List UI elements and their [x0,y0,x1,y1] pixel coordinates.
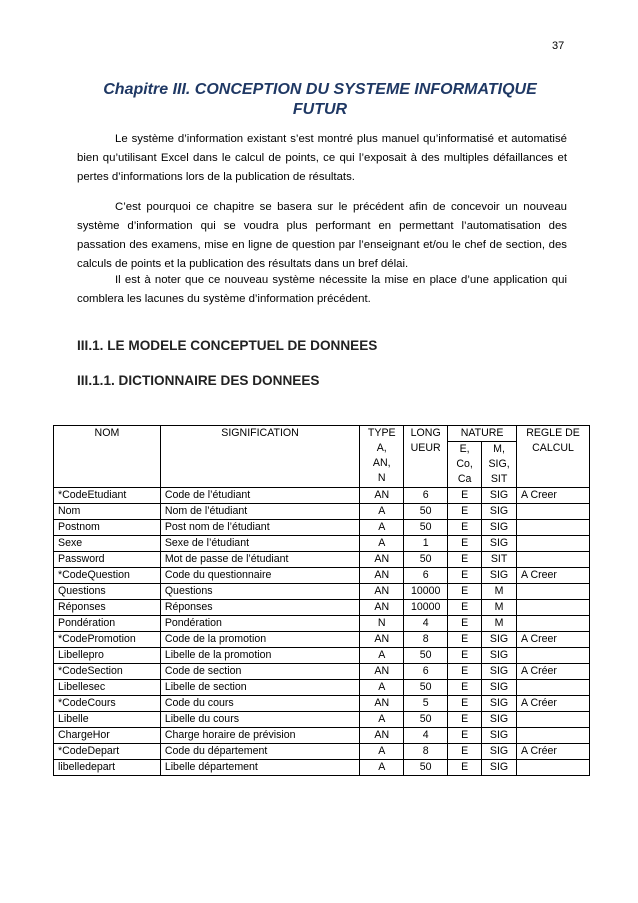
cell-regle [517,728,590,744]
cell-nature-2: SIG [482,568,517,584]
table-row [54,760,590,776]
cell-type: A [360,536,404,552]
cell-nature-1: E [448,760,482,776]
cell-nom: Libellepro [54,648,161,664]
cell-longueur: 50 [404,680,448,696]
table-row [54,584,590,600]
cell-signification: Nom de l’étudiant [160,504,359,520]
cell-nature-1: E [448,536,482,552]
cell-longueur: 50 [404,504,448,520]
cell-regle [517,680,590,696]
cell-signification: Libelle de section [160,680,359,696]
header-nature-code: M, [493,443,505,455]
cell-nom: *CodeCours [54,696,161,712]
cell-nature-2: SIG [482,648,517,664]
header-longueur-part: LONG [410,427,441,439]
cell-longueur: 50 [404,520,448,536]
cell-signification: Pondération [160,616,359,632]
cell-longueur: 6 [404,568,448,584]
cell-longueur: 8 [404,632,448,648]
cell-nom: Questions [54,584,161,600]
cell-signification: Code du questionnaire [160,568,359,584]
intro-paragraph-3 [77,271,567,309]
cell-nom: *CodeDepart [54,744,161,760]
cell-regle: A Creer [517,488,590,504]
cell-type: A [360,520,404,536]
cell-nature-2: SIG [482,504,517,520]
header-nature-code: SIT [490,473,508,485]
cell-nature-1: E [448,520,482,536]
cell-type: AN [360,584,404,600]
cell-nom: Réponses [54,600,161,616]
cell-regle [517,584,590,600]
chapter-title-line2: FUTUR [292,101,348,118]
chapter-title-line1: Chapitre III. CONCEPTION DU SYSTEME INFORMATIQUE [103,81,537,98]
subsection-heading: III.1.1. DICTIONNAIRE DES DONNEES [77,373,320,388]
cell-regle: A Creer [517,632,590,648]
header-type-sub: A, [376,442,387,454]
cell-longueur: 5 [404,696,448,712]
paragraph-text: Le système d’information existant s’est montré plus manuel qu’informatisé et automatisé bien qu’utilisant Excel dans le calcul de points, ce qui l’exposait à des multiples défaillances et pertes d’informations lors de la publication de résultats. [77,133,567,183]
header-nature-sub1 [448,442,482,488]
header-regle-part: REGLE DE [526,427,580,439]
cell-nature-2: SIG [482,712,517,728]
cell-nature-2: SIG [482,536,517,552]
cell-nature-1: E [448,664,482,680]
cell-nom: Pondération [54,616,161,632]
cell-regle [517,520,590,536]
cell-nature-1: E [448,632,482,648]
cell-nature-2: SIG [482,760,517,776]
cell-regle: A Creer [517,568,590,584]
cell-nature-2: SIT [482,552,517,568]
cell-longueur: 50 [404,552,448,568]
cell-regle [517,536,590,552]
cell-type: A [360,648,404,664]
table-row [54,632,590,648]
cell-type: AN [360,488,404,504]
header-type [360,426,404,488]
cell-nom: ChargeHor [54,728,161,744]
cell-nom: *CodePromotion [54,632,161,648]
header-longueur [404,426,448,488]
cell-longueur: 4 [404,616,448,632]
header-nature-code: E, [459,443,470,455]
table-row [54,728,590,744]
cell-type: A [360,744,404,760]
cell-nature-1: E [448,648,482,664]
header-regle-part: CALCUL [532,442,574,454]
paragraph-text: C’est pourquoi ce chapitre se basera sur le précédent afin de concevoir un nouveau système d’information qui se voudra plus performant en permettant l’automatisation des passation des examens, mise en ligne de question par l’enseignant et/ou le chef de section, des calculs de points et la publication des résultats dans un bref délai. [77,201,567,270]
table-row [54,648,590,664]
cell-type: AN [360,664,404,680]
cell-nature-2: SIG [482,664,517,680]
cell-longueur: 6 [404,488,448,504]
cell-nom: Sexe [54,536,161,552]
cell-regle [517,600,590,616]
cell-regle [517,552,590,568]
cell-nature-1: E [448,600,482,616]
cell-nature-2: SIG [482,744,517,760]
cell-nature-1: E [448,552,482,568]
table-row [54,536,590,552]
section-heading: III.1. LE MODELE CONCEPTUEL DE DONNEES [77,338,378,353]
table-row [54,712,590,728]
cell-nom: Libellesec [54,680,161,696]
table-row [54,504,590,520]
cell-nature-1: E [448,568,482,584]
cell-signification: Réponses [160,600,359,616]
header-type-sub: N [377,472,386,484]
cell-signification: Code du cours [160,696,359,712]
table-row [54,616,590,632]
cell-nature-2: SIG [482,488,517,504]
cell-signification: Code de section [160,664,359,680]
header-signification: SIGNIFICATION [160,426,359,488]
cell-longueur: 8 [404,744,448,760]
table-row [54,680,590,696]
cell-nature-2: M [482,600,517,616]
cell-signification: Code de la promotion [160,632,359,648]
intro-paragraph-2 [77,198,567,274]
cell-longueur: 50 [404,648,448,664]
cell-nature-1: E [448,488,482,504]
cell-signification: Charge horaire de prévision [160,728,359,744]
cell-nature-1: E [448,712,482,728]
cell-signification: Mot de passe de l’étudiant [160,552,359,568]
cell-nature-1: E [448,728,482,744]
cell-nature-2: SIG [482,520,517,536]
header-type-label: TYPE [367,427,396,439]
cell-regle [517,648,590,664]
header-nature-code: Co, [456,458,473,470]
cell-type: AN [360,552,404,568]
cell-regle: A Créer [517,696,590,712]
table-row [54,664,590,680]
cell-type: A [360,760,404,776]
cell-longueur: 6 [404,664,448,680]
cell-nature-1: E [448,504,482,520]
table-header-row [54,426,590,442]
cell-signification: Libelle du cours [160,712,359,728]
cell-type: AN [360,728,404,744]
cell-longueur: 50 [404,712,448,728]
cell-signification: Libelle département [160,760,359,776]
table-row [54,696,590,712]
cell-nom: Postnom [54,520,161,536]
cell-nom: Nom [54,504,161,520]
cell-nom: *CodeQuestion [54,568,161,584]
cell-type: AN [360,568,404,584]
header-nature-code: SIG, [488,458,510,470]
cell-nature-1: E [448,744,482,760]
cell-signification: Code de l’étudiant [160,488,359,504]
cell-regle [517,760,590,776]
cell-regle [517,504,590,520]
cell-regle [517,616,590,632]
cell-nature-1: E [448,616,482,632]
data-dictionary-table [53,425,590,776]
cell-type: A [360,504,404,520]
cell-nature-2: SIG [482,632,517,648]
intro-paragraph-1 [77,130,567,187]
cell-nature-2: SIG [482,696,517,712]
table-row [54,744,590,760]
cell-signification: Sexe de l’étudiant [160,536,359,552]
cell-nom: Password [54,552,161,568]
cell-nom: libelledepart [54,760,161,776]
cell-type: AN [360,696,404,712]
cell-nom: Libelle [54,712,161,728]
cell-nature-2: M [482,616,517,632]
cell-nature-2: SIG [482,680,517,696]
cell-longueur: 1 [404,536,448,552]
header-nature-code: Ca [457,473,472,485]
cell-longueur: 10000 [404,600,448,616]
table-row [54,552,590,568]
chapter-title [60,80,580,120]
cell-type: AN [360,600,404,616]
cell-longueur: 4 [404,728,448,744]
header-nom: NOM [54,426,161,488]
cell-nature-2: M [482,584,517,600]
cell-nom: *CodeSection [54,664,161,680]
cell-signification: Post nom de l’étudiant [160,520,359,536]
header-regle [517,426,590,488]
cell-type: N [360,616,404,632]
table-row [54,600,590,616]
cell-nature-1: E [448,584,482,600]
table-row [54,568,590,584]
cell-longueur: 10000 [404,584,448,600]
cell-nom: *CodeEtudiant [54,488,161,504]
table-row [54,520,590,536]
cell-regle [517,712,590,728]
cell-nature-1: E [448,680,482,696]
page-number: 37 [552,40,565,52]
cell-regle: A Créer [517,664,590,680]
cell-nature-1: E [448,696,482,712]
cell-longueur: 50 [404,760,448,776]
header-type-sub: AN, [372,457,391,469]
header-nature-sub2 [482,442,517,488]
cell-signification: Code du département [160,744,359,760]
header-longueur-part: UEUR [410,442,441,454]
cell-signification: Libelle de la promotion [160,648,359,664]
cell-type: A [360,680,404,696]
paragraph-text: Il est à noter que ce nouveau système nécessite la mise en place d’une application qui comblera les lacunes du système d’information précédent. [77,274,567,305]
header-nature: NATURE [448,426,517,442]
cell-signification: Questions [160,584,359,600]
cell-type: A [360,712,404,728]
cell-nature-2: SIG [482,728,517,744]
cell-regle: A Créer [517,744,590,760]
table-row [54,488,590,504]
table-body [54,488,590,776]
cell-type: AN [360,632,404,648]
